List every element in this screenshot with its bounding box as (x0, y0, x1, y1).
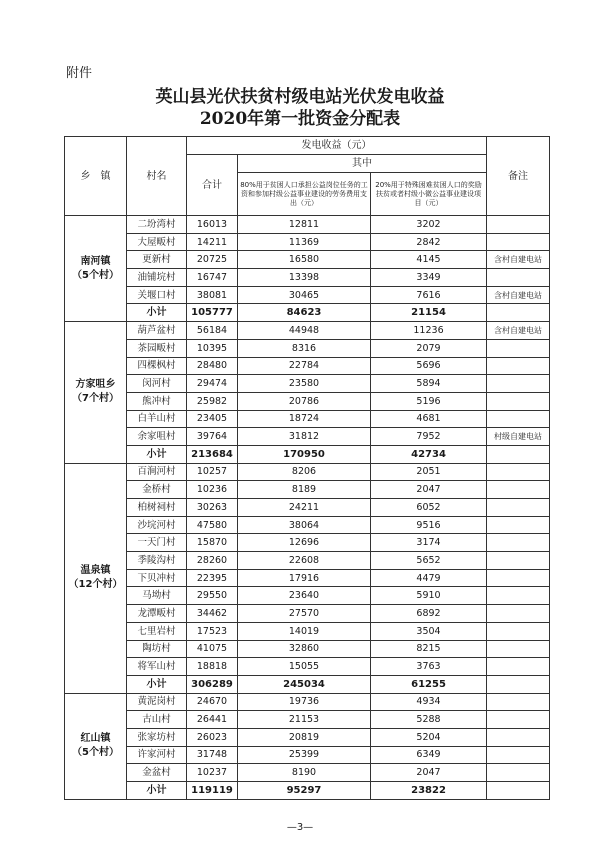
total-cell: 17523 (187, 622, 238, 640)
total-cell: 23405 (187, 410, 238, 428)
table-row (65, 658, 550, 676)
p80-cell: 17916 (238, 569, 371, 587)
village-cell: 季陵沟村 (127, 552, 187, 570)
village-cell: 茶园畈村 (127, 339, 187, 357)
p80-cell: 14019 (238, 622, 371, 640)
p80-cell: 23640 (238, 587, 371, 605)
table-row (65, 322, 550, 340)
p80-cell: 22784 (238, 357, 371, 375)
total-cell: 26023 (187, 728, 238, 746)
note-cell (487, 552, 550, 570)
village-cell: 龙潭畈村 (127, 605, 187, 623)
subtotal-p20: 23822 (371, 782, 487, 800)
p20-cell: 3504 (371, 622, 487, 640)
table-row (65, 711, 550, 729)
village-cell: 油铺垸村 (127, 269, 187, 287)
table-row (65, 410, 550, 428)
total-cell: 38081 (187, 286, 238, 304)
p20-cell: 3202 (371, 216, 487, 234)
note-cell (487, 392, 550, 410)
town-cell (65, 216, 127, 322)
attachment-label: 附件 (66, 66, 93, 81)
table-body (65, 216, 550, 800)
p80-cell: 19736 (238, 693, 371, 711)
total-cell: 10237 (187, 764, 238, 782)
p20-cell: 4934 (371, 693, 487, 711)
total-cell: 15870 (187, 534, 238, 552)
p20-cell: 6349 (371, 746, 487, 764)
village-cell: 关堰口村 (127, 286, 187, 304)
town-cell (65, 463, 127, 693)
note-cell: 含村自建电站 (487, 251, 550, 269)
note-cell (487, 658, 550, 676)
p80-cell: 30465 (238, 286, 371, 304)
p20-cell: 4479 (371, 569, 487, 587)
town-name: 南河镇 (80, 255, 111, 267)
note-cell (487, 375, 550, 393)
p20-cell: 2047 (371, 481, 487, 499)
p80-cell: 8190 (238, 764, 371, 782)
subtotal-row (65, 782, 550, 800)
note-cell (487, 269, 550, 287)
total-cell: 10257 (187, 463, 238, 481)
document-title-line1: 英山县光伏扶贫村级电站光伏发电收益 (155, 87, 445, 107)
village-cell: 将军山村 (127, 658, 187, 676)
note-cell (487, 410, 550, 428)
p20-cell: 5288 (371, 711, 487, 729)
p20-cell: 2079 (371, 339, 487, 357)
town-village-count: （5个村） (72, 269, 119, 281)
total-cell: 24670 (187, 693, 238, 711)
table-header (65, 137, 550, 216)
table-row (65, 693, 550, 711)
subtotal-label: 小计 (127, 782, 187, 800)
total-cell: 22395 (187, 569, 238, 587)
note-cell: 含村自建电站 (487, 286, 550, 304)
header-total: 合计 (187, 155, 238, 216)
subtotal-label: 小计 (127, 445, 187, 463)
p80-cell: 12696 (238, 534, 371, 552)
village-cell: 闵河村 (127, 375, 187, 393)
total-cell: 31748 (187, 746, 238, 764)
subtotal-p20: 42734 (371, 445, 487, 463)
p20-cell: 6892 (371, 605, 487, 623)
table-row (65, 746, 550, 764)
town-name: 方家咀乡 (75, 379, 116, 391)
note-cell: 村级自建电站 (487, 428, 550, 446)
village-cell: 四棵枫村 (127, 357, 187, 375)
subtotal-label: 小计 (127, 675, 187, 693)
total-cell: 29474 (187, 375, 238, 393)
village-cell: 金盆村 (127, 764, 187, 782)
subtotal-p80: 95297 (238, 782, 371, 800)
p20-cell: 7616 (371, 286, 487, 304)
table-row (65, 640, 550, 658)
p80-cell: 8206 (238, 463, 371, 481)
p20-cell: 5894 (371, 375, 487, 393)
subtotal-p80: 170950 (238, 445, 371, 463)
allocation-table (64, 136, 550, 800)
village-cell: 百涧河村 (127, 463, 187, 481)
p20-cell: 2051 (371, 463, 487, 481)
total-cell: 56184 (187, 322, 238, 340)
table-row (65, 392, 550, 410)
p20-cell: 3174 (371, 534, 487, 552)
total-cell: 39764 (187, 428, 238, 446)
total-cell: 20725 (187, 251, 238, 269)
subtotal-p80: 245034 (238, 675, 371, 693)
note-cell (487, 605, 550, 623)
p80-cell: 20786 (238, 392, 371, 410)
table-row (65, 587, 550, 605)
p80-cell: 27570 (238, 605, 371, 623)
p80-cell: 38064 (238, 516, 371, 534)
note-cell (487, 569, 550, 587)
note-cell (487, 233, 550, 251)
table-row (65, 216, 550, 234)
village-cell: 许家河村 (127, 746, 187, 764)
note-cell (487, 357, 550, 375)
table-row (65, 428, 550, 446)
table-row (65, 463, 550, 481)
table-row (65, 622, 550, 640)
p80-cell: 12811 (238, 216, 371, 234)
village-cell: 葫芦盆村 (127, 322, 187, 340)
town-village-count: （7个村） (72, 393, 119, 405)
table-row (65, 764, 550, 782)
note-cell (487, 481, 550, 499)
village-cell: 马坳村 (127, 587, 187, 605)
note-cell (487, 463, 550, 481)
total-cell: 29550 (187, 587, 238, 605)
page-number: —3— (286, 822, 314, 833)
table-row (65, 552, 550, 570)
p80-cell: 44948 (238, 322, 371, 340)
table-row (65, 375, 550, 393)
subtotal-row (65, 304, 550, 322)
p80-cell: 15055 (238, 658, 371, 676)
total-cell: 26441 (187, 711, 238, 729)
p80-cell: 16580 (238, 251, 371, 269)
p20-cell: 9516 (371, 516, 487, 534)
note-cell (487, 693, 550, 711)
p80-cell: 24211 (238, 499, 371, 517)
p20-cell: 7952 (371, 428, 487, 446)
p80-cell: 23580 (238, 375, 371, 393)
header-revenue: 发电收益（元） (187, 137, 487, 155)
p20-cell: 2047 (371, 764, 487, 782)
p80-cell: 31812 (238, 428, 371, 446)
village-cell: 余家咀村 (127, 428, 187, 446)
total-cell: 16013 (187, 216, 238, 234)
village-cell: 古山村 (127, 711, 187, 729)
p80-cell: 18724 (238, 410, 371, 428)
total-cell: 28480 (187, 357, 238, 375)
note-cell (487, 764, 550, 782)
p20-cell: 6052 (371, 499, 487, 517)
subtotal-note (487, 445, 550, 463)
p20-cell: 5696 (371, 357, 487, 375)
table-row (65, 569, 550, 587)
village-cell: 下贝冲村 (127, 569, 187, 587)
p20-cell: 5204 (371, 728, 487, 746)
p20-cell: 4145 (371, 251, 487, 269)
p80-cell: 8189 (238, 481, 371, 499)
town-name: 温泉镇 (80, 565, 111, 577)
subtotal-note (487, 782, 550, 800)
total-cell: 10395 (187, 339, 238, 357)
p20-cell: 3349 (371, 269, 487, 287)
note-cell (487, 216, 550, 234)
table-row (65, 269, 550, 287)
total-cell: 47580 (187, 516, 238, 534)
total-cell: 30263 (187, 499, 238, 517)
subtotal-total: 213684 (187, 445, 238, 463)
p80-cell: 13398 (238, 269, 371, 287)
subtotal-p20: 21154 (371, 304, 487, 322)
table-row (65, 286, 550, 304)
table-row (65, 233, 550, 251)
village-cell: 七里岩村 (127, 622, 187, 640)
table-row (65, 357, 550, 375)
note-cell (487, 622, 550, 640)
table-row (65, 534, 550, 552)
p80-cell: 25399 (238, 746, 371, 764)
total-cell: 14211 (187, 233, 238, 251)
village-cell: 白羊山村 (127, 410, 187, 428)
header-20-percent: 20%用于特殊困难贫困人口的奖励扶贫或者村级小微公益事业建设项目（元） (371, 173, 487, 216)
p80-cell: 22608 (238, 552, 371, 570)
table-row (65, 605, 550, 623)
town-village-count: （5个村） (72, 747, 119, 759)
subtotal-p20: 61255 (371, 675, 487, 693)
subtotal-row (65, 445, 550, 463)
village-cell: 熊冲村 (127, 392, 187, 410)
p20-cell: 2842 (371, 233, 487, 251)
table-row (65, 728, 550, 746)
total-cell: 28260 (187, 552, 238, 570)
total-cell: 41075 (187, 640, 238, 658)
total-cell: 25982 (187, 392, 238, 410)
total-cell: 16747 (187, 269, 238, 287)
table-row (65, 251, 550, 269)
p20-cell: 3763 (371, 658, 487, 676)
note-cell (487, 728, 550, 746)
note-cell (487, 640, 550, 658)
town-cell (65, 693, 127, 799)
p20-cell: 5196 (371, 392, 487, 410)
town-village-count: （12个村） (68, 579, 123, 591)
village-cell: 更新村 (127, 251, 187, 269)
village-cell: 金桥村 (127, 481, 187, 499)
table-row (65, 481, 550, 499)
subtotal-label: 小计 (127, 304, 187, 322)
village-cell: 陶坊村 (127, 640, 187, 658)
p80-cell: 11369 (238, 233, 371, 251)
p80-cell: 21153 (238, 711, 371, 729)
total-cell: 10236 (187, 481, 238, 499)
p20-cell: 8215 (371, 640, 487, 658)
document-title-line2: 2020年第一批资金分配表 (199, 109, 401, 129)
note-cell (487, 746, 550, 764)
total-cell: 34462 (187, 605, 238, 623)
total-cell: 18818 (187, 658, 238, 676)
subtotal-total: 119119 (187, 782, 238, 800)
table-row (65, 499, 550, 517)
note-cell (487, 339, 550, 357)
p20-cell: 5652 (371, 552, 487, 570)
subtotal-row (65, 675, 550, 693)
header-of-which: 其中 (238, 155, 487, 173)
header-80-percent: 80%用于贫困人口承担公益岗位任务的工资和参加村级公益事业建设的劳务费用支出（元） (238, 173, 371, 216)
village-cell: 黄泥岗村 (127, 693, 187, 711)
note-cell (487, 711, 550, 729)
header-remarks: 备注 (487, 137, 550, 216)
village-cell: 大屋畈村 (127, 233, 187, 251)
table-row (65, 516, 550, 534)
subtotal-note (487, 675, 550, 693)
note-cell (487, 516, 550, 534)
table-row (65, 339, 550, 357)
town-cell (65, 322, 127, 464)
note-cell (487, 534, 550, 552)
village-cell: 沙垸河村 (127, 516, 187, 534)
header-town: 乡 镇 (65, 137, 127, 216)
subtotal-p80: 84623 (238, 304, 371, 322)
village-cell: 二坋湾村 (127, 216, 187, 234)
town-name: 红山镇 (80, 733, 111, 745)
p20-cell: 11236 (371, 322, 487, 340)
p80-cell: 32860 (238, 640, 371, 658)
village-cell: 张家坊村 (127, 728, 187, 746)
p80-cell: 20819 (238, 728, 371, 746)
note-cell (487, 499, 550, 517)
note-cell: 含村自建电站 (487, 322, 550, 340)
p20-cell: 4681 (371, 410, 487, 428)
subtotal-total: 105777 (187, 304, 238, 322)
p80-cell: 8316 (238, 339, 371, 357)
village-cell: 一天门村 (127, 534, 187, 552)
note-cell (487, 587, 550, 605)
header-village: 村名 (127, 137, 187, 216)
village-cell: 柏树祠村 (127, 499, 187, 517)
subtotal-total: 306289 (187, 675, 238, 693)
subtotal-note (487, 304, 550, 322)
p20-cell: 5910 (371, 587, 487, 605)
